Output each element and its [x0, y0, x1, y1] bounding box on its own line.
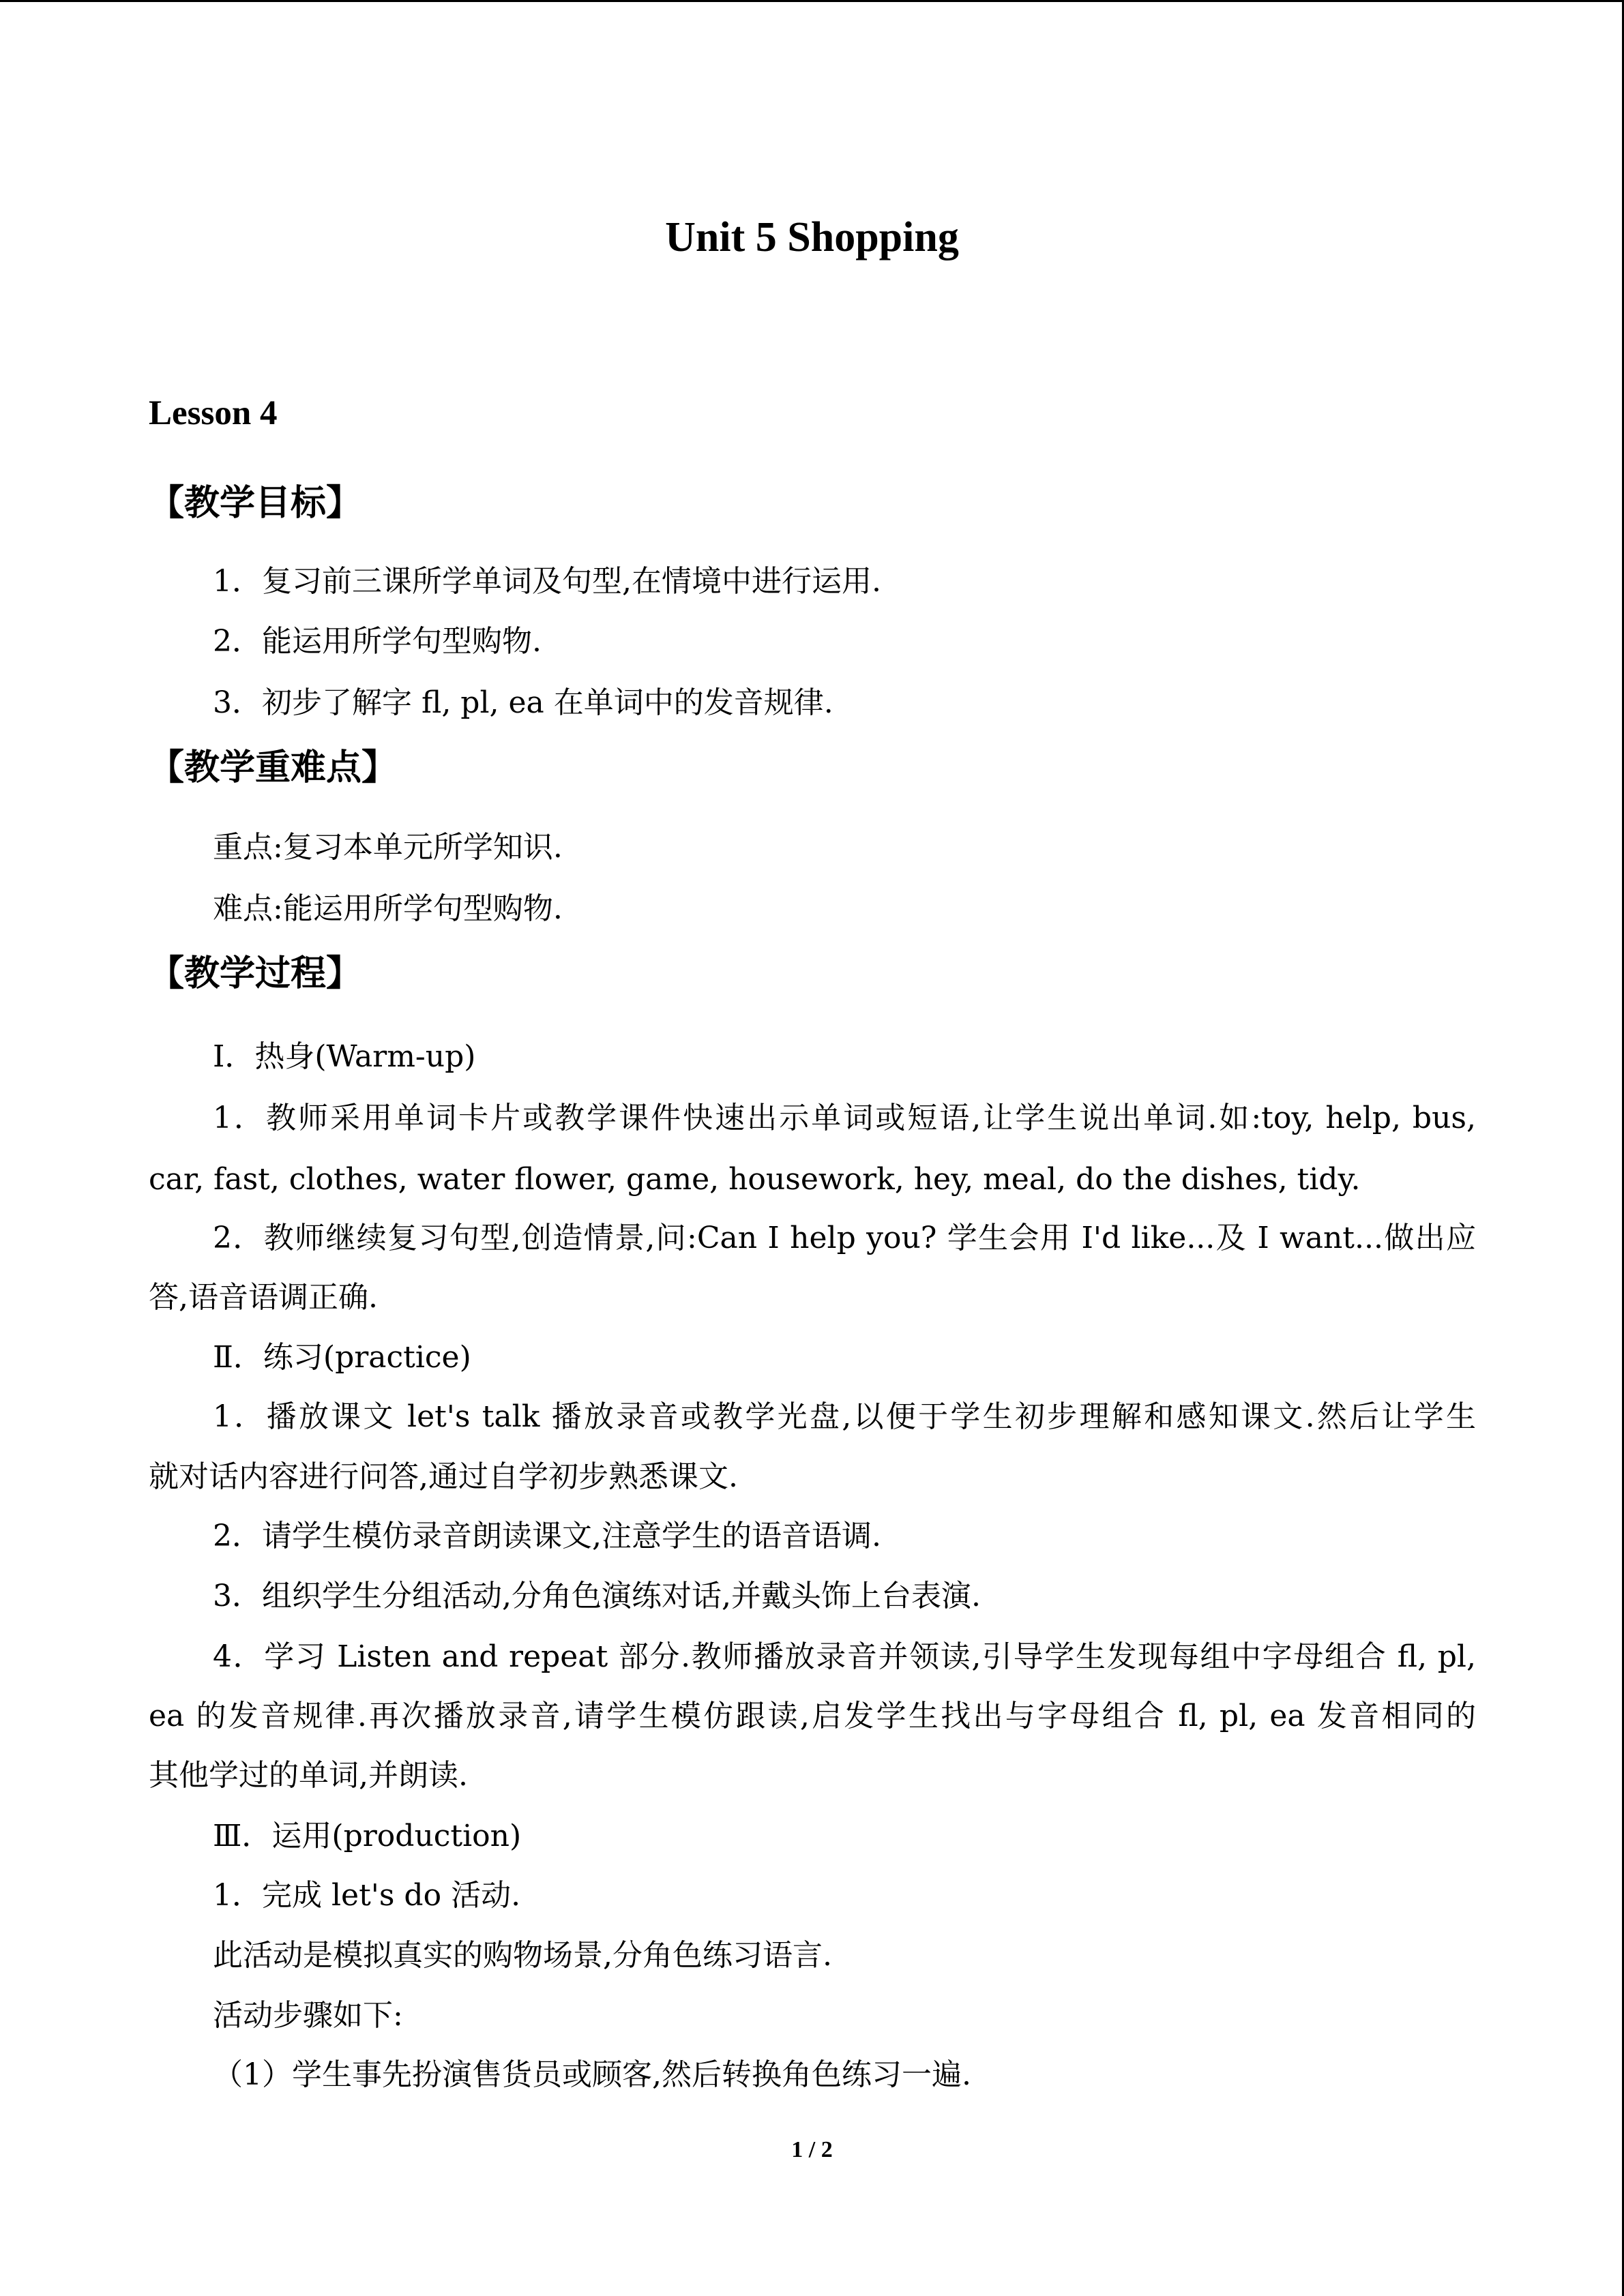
practice-step-1-line-2: 就对话内容进行问答,通过自学初步熟悉课文.: [149, 1459, 738, 1494]
warmup-step-2-line-1: 2．教师继续复习句型,创造情景,问:Can I help you? 学生会用 I'd like...及 I want...做出应: [213, 1221, 1476, 1255]
page-title: Unit 5 Shopping: [665, 214, 959, 260]
practice-step-3: 3．组织学生分组活动,分角色演练对话,并戴头饰上台表演.: [213, 1579, 981, 1613]
warmup-step-1-line-2: car, fast, clothes, water flower, game, housework, hey, meal, do the dishes, tidy.: [149, 1162, 1361, 1197]
lesson-heading: Lesson 4: [149, 394, 278, 432]
process-heading: 【教学过程】: [149, 953, 362, 994]
key-points-heading: 【教学重难点】: [149, 747, 398, 788]
page-number: 1 / 2: [791, 2137, 833, 2162]
key-point-item: 难点:能运用所学句型购物.: [213, 891, 563, 926]
production-substep-1: （1）学生事先扮演售货员或顾客,然后转换角色练习一遍.: [213, 2057, 971, 2092]
practice-step-1-line-1: 1．播放课文 let's talk 播放录音或教学光盘,以便于学生初步理解和感知课文.然后让学生: [213, 1399, 1476, 1434]
key-point-item: 重点:复习本单元所学知识.: [213, 830, 563, 865]
practice-step-4-line-3: 其他学过的单词,并朗读.: [149, 1758, 468, 1793]
objective-item: 2．能运用所学句型购物.: [213, 624, 542, 659]
production-step-1: 1．完成 let's do 活动.: [213, 1878, 521, 1913]
warmup-step-2-line-2: 答,语音语调正确.: [149, 1280, 378, 1315]
practice-step-4-line-1: 4．学习 Listen and repeat 部分.教师播放录音并领读,引导学生发现每组中字母组合 fl, pl,: [213, 1639, 1476, 1674]
warmup-step-1-line-1: 1．教师采用单词卡片或教学课件快速出示单词或短语,让学生说出单词.如:toy, help, bus,: [213, 1101, 1476, 1135]
practice-step-2: 2．请学生模仿录音朗读课文,注意学生的语音语调.: [213, 1519, 881, 1553]
production-steps-intro: 活动步骤如下:: [213, 1998, 403, 2033]
production-desc: 此活动是模拟真实的购物场景,分角色练习语言.: [213, 1938, 832, 1973]
objectives-heading: 【教学目标】: [149, 483, 362, 524]
warmup-title: Ⅰ．热身(Warm-up): [213, 1039, 476, 1074]
production-title: Ⅲ．运用(production): [213, 1819, 522, 1853]
practice-step-4-line-2: ea 的发音规律.再次播放录音,请学生模仿跟读,启发学生找出与字母组合 fl, pl, ea 发音相同的: [149, 1699, 1476, 1733]
objective-item: 3．初步了解字 fl, pl, ea 在单词中的发音规律.: [213, 685, 833, 720]
objective-item: 1．复习前三课所学单词及句型,在情境中进行运用.: [213, 564, 881, 599]
practice-title: Ⅱ．练习(practice): [213, 1340, 471, 1375]
